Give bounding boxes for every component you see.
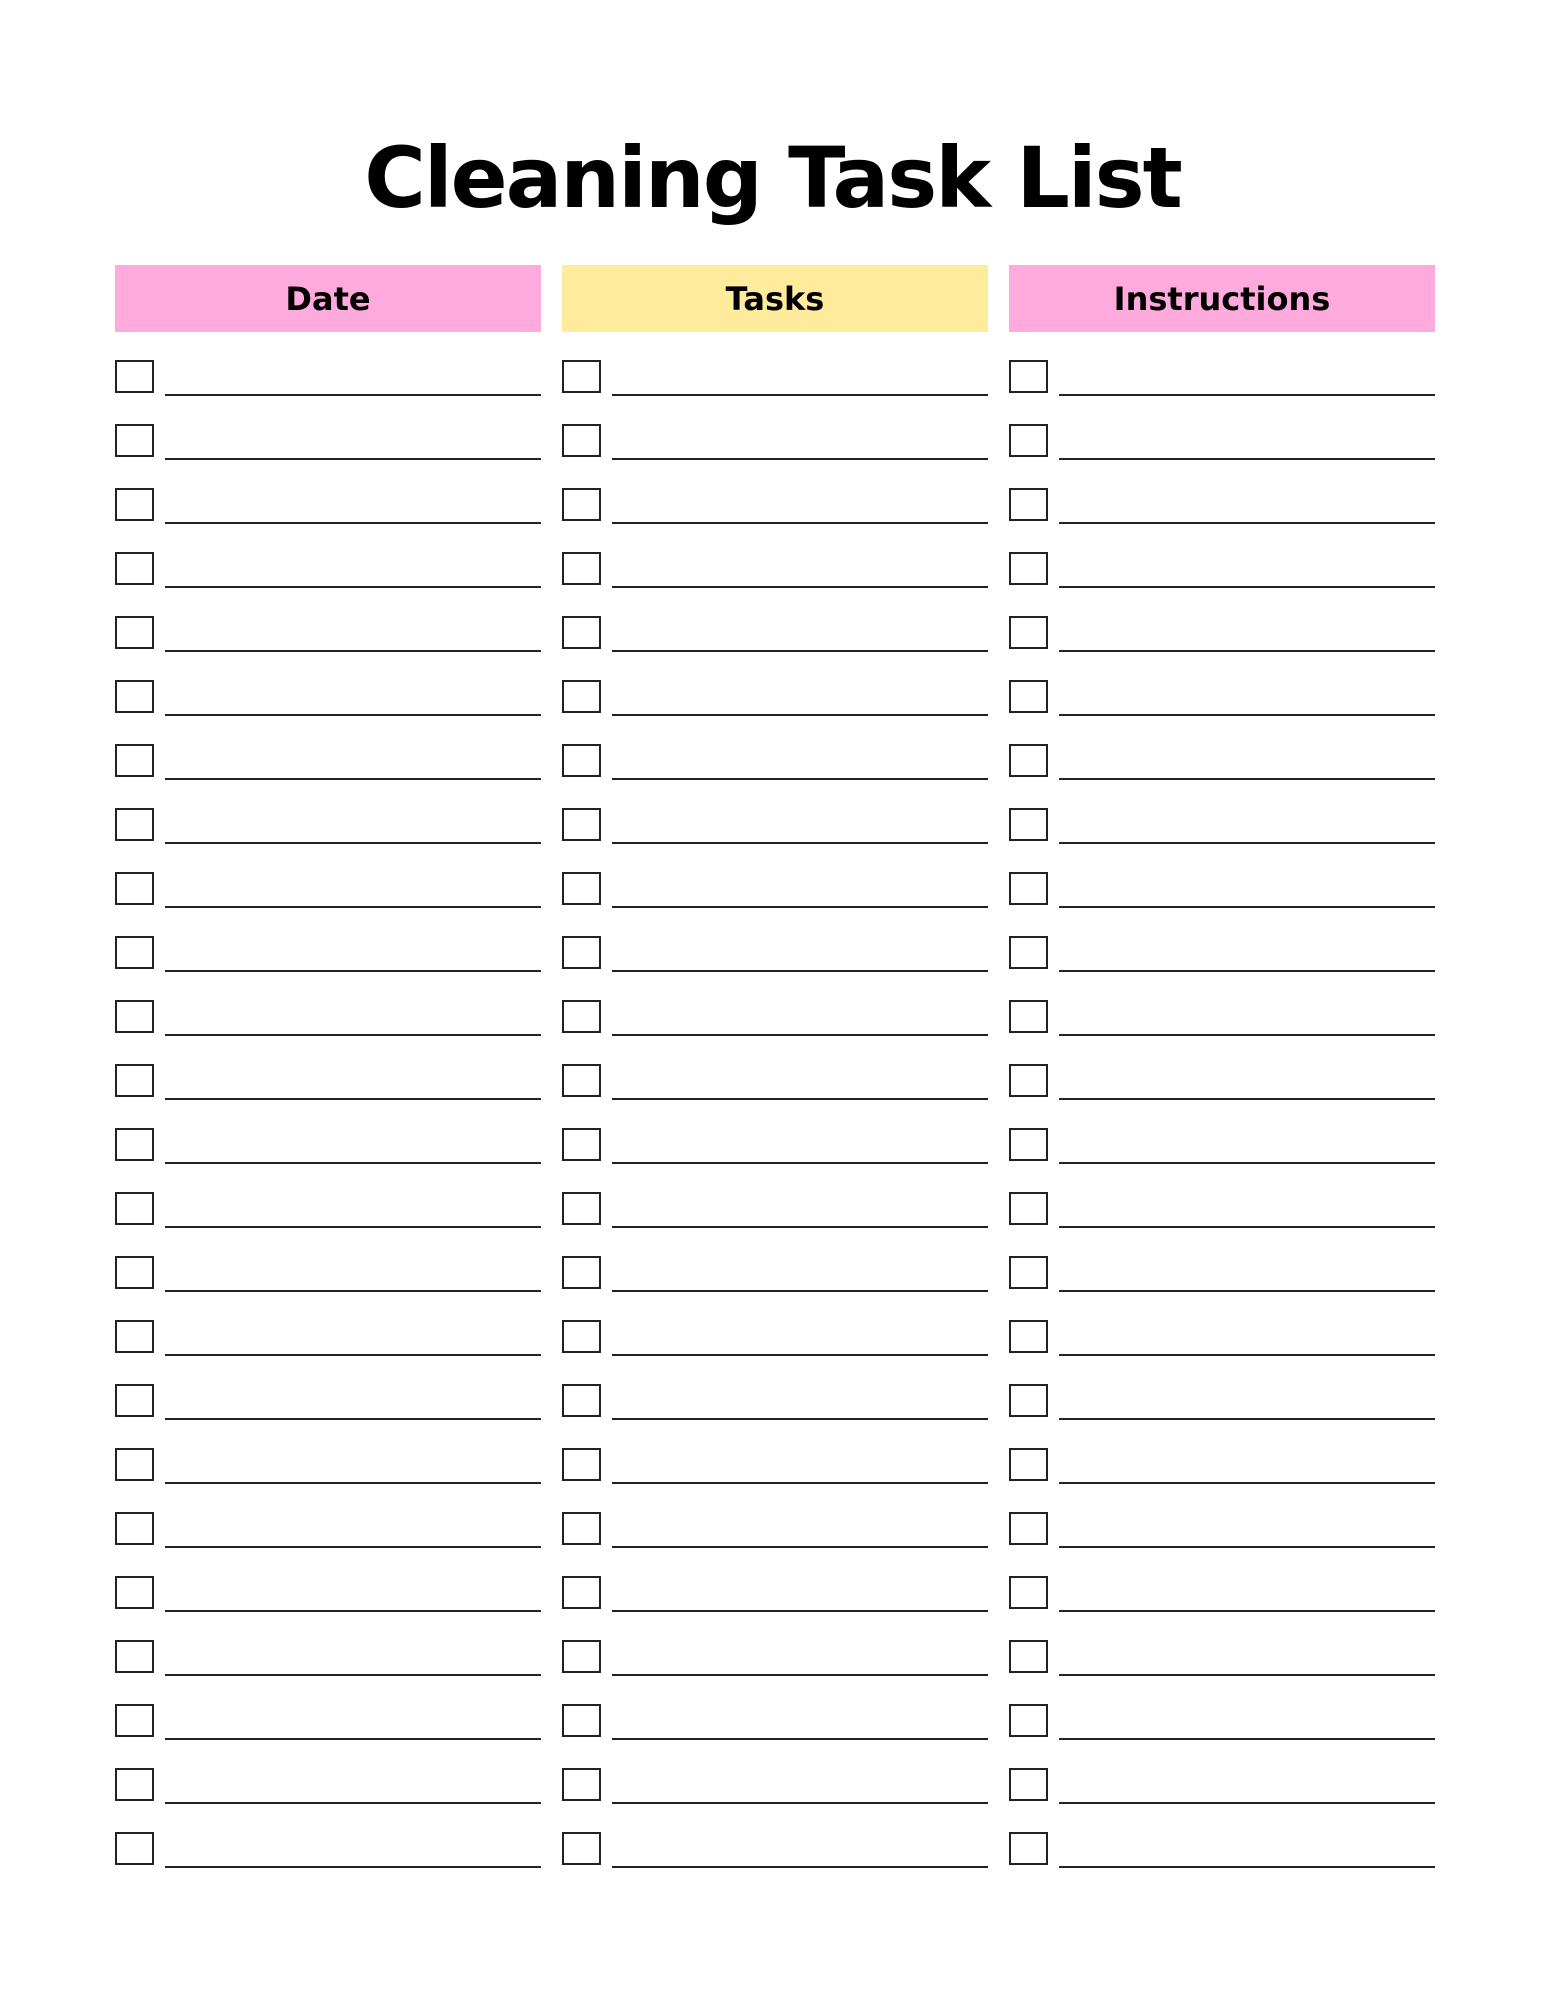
column-date bbox=[115, 265, 541, 332]
date-rows bbox=[115, 360, 541, 1896]
date-write-line[interactable] bbox=[165, 1866, 541, 1868]
date-row bbox=[115, 1448, 541, 1512]
date-checkbox[interactable] bbox=[115, 1448, 154, 1481]
instructions-write-line[interactable] bbox=[1059, 1354, 1435, 1356]
instructions-write-line[interactable] bbox=[1059, 970, 1435, 972]
instructions-write-line[interactable] bbox=[1059, 1098, 1435, 1100]
tasks-checkbox[interactable] bbox=[562, 1512, 601, 1545]
instructions-row bbox=[1009, 1576, 1435, 1640]
date-write-line[interactable] bbox=[165, 1034, 541, 1036]
instructions-write-line[interactable] bbox=[1059, 842, 1435, 844]
date-checkbox[interactable] bbox=[115, 936, 154, 969]
date-checkbox[interactable] bbox=[115, 1256, 154, 1289]
tasks-row bbox=[562, 552, 988, 616]
instructions-write-line[interactable] bbox=[1059, 586, 1435, 588]
date-checkbox[interactable] bbox=[115, 552, 154, 585]
instructions-checkbox[interactable] bbox=[1009, 872, 1048, 905]
tasks-write-line[interactable] bbox=[612, 586, 988, 588]
date-write-line[interactable] bbox=[165, 778, 541, 780]
tasks-checkbox[interactable] bbox=[562, 1640, 601, 1673]
tasks-checkbox[interactable] bbox=[562, 1064, 601, 1097]
tasks-write-line[interactable] bbox=[612, 842, 988, 844]
instructions-checkbox[interactable] bbox=[1009, 360, 1048, 393]
instructions-write-line[interactable] bbox=[1059, 522, 1435, 524]
tasks-row bbox=[562, 1512, 988, 1576]
instructions-row bbox=[1009, 680, 1435, 744]
instructions-checkbox[interactable] bbox=[1009, 1704, 1048, 1737]
tasks-checkbox[interactable] bbox=[562, 552, 601, 585]
date-write-line[interactable] bbox=[165, 714, 541, 716]
instructions-row bbox=[1009, 936, 1435, 1000]
instructions-row bbox=[1009, 616, 1435, 680]
date-write-line[interactable] bbox=[165, 394, 541, 396]
instructions-checkbox[interactable] bbox=[1009, 424, 1048, 457]
instructions-row bbox=[1009, 1320, 1435, 1384]
column-header-label: Instructions bbox=[1113, 279, 1331, 318]
instructions-write-line[interactable] bbox=[1059, 650, 1435, 652]
tasks-row bbox=[562, 744, 988, 808]
date-checkbox[interactable] bbox=[115, 808, 154, 841]
date-row bbox=[115, 1768, 541, 1832]
instructions-rows bbox=[1009, 360, 1435, 1896]
date-write-line[interactable] bbox=[165, 522, 541, 524]
tasks-write-line[interactable] bbox=[612, 1290, 988, 1292]
instructions-checkbox[interactable] bbox=[1009, 1320, 1048, 1353]
date-write-line[interactable] bbox=[165, 1610, 541, 1612]
instructions-row bbox=[1009, 360, 1435, 424]
tasks-row bbox=[562, 1128, 988, 1192]
instructions-checkbox[interactable] bbox=[1009, 808, 1048, 841]
date-checkbox[interactable] bbox=[115, 1512, 154, 1545]
tasks-checkbox[interactable] bbox=[562, 872, 601, 905]
tasks-checkbox[interactable] bbox=[562, 1192, 601, 1225]
instructions-write-line[interactable] bbox=[1059, 394, 1435, 396]
column-header-label: Tasks bbox=[725, 279, 825, 318]
tasks-rows bbox=[562, 360, 988, 1896]
date-checkbox[interactable] bbox=[115, 1704, 154, 1737]
tasks-row bbox=[562, 1320, 988, 1384]
tasks-row bbox=[562, 1832, 988, 1896]
instructions-checkbox[interactable] bbox=[1009, 1576, 1048, 1609]
date-row bbox=[115, 1640, 541, 1704]
tasks-write-line[interactable] bbox=[612, 778, 988, 780]
date-row bbox=[115, 1576, 541, 1640]
instructions-write-line[interactable] bbox=[1059, 1738, 1435, 1740]
tasks-write-line[interactable] bbox=[612, 1802, 988, 1804]
date-checkbox[interactable] bbox=[115, 1768, 154, 1801]
instructions-write-line[interactable] bbox=[1059, 1674, 1435, 1676]
tasks-checkbox[interactable] bbox=[562, 1704, 601, 1737]
tasks-write-line[interactable] bbox=[612, 394, 988, 396]
tasks-row bbox=[562, 808, 988, 872]
tasks-write-line[interactable] bbox=[612, 1226, 988, 1228]
date-row bbox=[115, 1064, 541, 1128]
date-row bbox=[115, 1256, 541, 1320]
tasks-checkbox[interactable] bbox=[562, 1320, 601, 1353]
tasks-checkbox[interactable] bbox=[562, 1128, 601, 1161]
date-write-line[interactable] bbox=[165, 1802, 541, 1804]
tasks-write-line[interactable] bbox=[612, 1354, 988, 1356]
instructions-write-line[interactable] bbox=[1059, 1802, 1435, 1804]
tasks-row bbox=[562, 1704, 988, 1768]
instructions-checkbox[interactable] bbox=[1009, 1128, 1048, 1161]
instructions-write-line[interactable] bbox=[1059, 1034, 1435, 1036]
date-row bbox=[115, 552, 541, 616]
instructions-checkbox[interactable] bbox=[1009, 1512, 1048, 1545]
tasks-row bbox=[562, 1064, 988, 1128]
instructions-checkbox[interactable] bbox=[1009, 680, 1048, 713]
date-write-line[interactable] bbox=[165, 1418, 541, 1420]
instructions-row bbox=[1009, 1512, 1435, 1576]
instructions-row bbox=[1009, 1768, 1435, 1832]
tasks-checkbox[interactable] bbox=[562, 1448, 601, 1481]
date-row bbox=[115, 424, 541, 488]
date-row bbox=[115, 1384, 541, 1448]
instructions-write-line[interactable] bbox=[1059, 1162, 1435, 1164]
tasks-row bbox=[562, 936, 988, 1000]
tasks-checkbox[interactable] bbox=[562, 1768, 601, 1801]
instructions-write-line[interactable] bbox=[1059, 906, 1435, 908]
date-write-line[interactable] bbox=[165, 458, 541, 460]
date-row bbox=[115, 1192, 541, 1256]
date-row bbox=[115, 936, 541, 1000]
tasks-write-line[interactable] bbox=[612, 1866, 988, 1868]
date-write-line[interactable] bbox=[165, 1098, 541, 1100]
date-checkbox[interactable] bbox=[115, 1128, 154, 1161]
instructions-checkbox[interactable] bbox=[1009, 1832, 1048, 1865]
tasks-row bbox=[562, 488, 988, 552]
date-row bbox=[115, 1832, 541, 1896]
tasks-checkbox[interactable] bbox=[562, 1832, 601, 1865]
date-write-line[interactable] bbox=[165, 586, 541, 588]
tasks-row bbox=[562, 872, 988, 936]
date-checkbox[interactable] bbox=[115, 1192, 154, 1225]
instructions-row bbox=[1009, 1256, 1435, 1320]
instructions-checkbox[interactable] bbox=[1009, 1256, 1048, 1289]
column-instructions bbox=[1009, 265, 1435, 332]
tasks-write-line[interactable] bbox=[612, 522, 988, 524]
tasks-write-line[interactable] bbox=[612, 650, 988, 652]
instructions-write-line[interactable] bbox=[1059, 1482, 1435, 1484]
instructions-checkbox[interactable] bbox=[1009, 1448, 1048, 1481]
instructions-row bbox=[1009, 1640, 1435, 1704]
tasks-checkbox[interactable] bbox=[562, 808, 601, 841]
date-row bbox=[115, 1320, 541, 1384]
date-write-line[interactable] bbox=[165, 650, 541, 652]
tasks-write-line[interactable] bbox=[612, 1546, 988, 1548]
instructions-row bbox=[1009, 872, 1435, 936]
tasks-write-line[interactable] bbox=[612, 970, 988, 972]
date-row bbox=[115, 1512, 541, 1576]
instructions-write-line[interactable] bbox=[1059, 1610, 1435, 1612]
tasks-checkbox[interactable] bbox=[562, 744, 601, 777]
instructions-write-line[interactable] bbox=[1059, 1866, 1435, 1868]
instructions-checkbox[interactable] bbox=[1009, 1000, 1048, 1033]
date-checkbox[interactable] bbox=[115, 488, 154, 521]
tasks-checkbox[interactable] bbox=[562, 616, 601, 649]
tasks-row bbox=[562, 1256, 988, 1320]
date-write-line[interactable] bbox=[165, 1226, 541, 1228]
tasks-row bbox=[562, 1384, 988, 1448]
instructions-checkbox[interactable] bbox=[1009, 1064, 1048, 1097]
tasks-row bbox=[562, 1192, 988, 1256]
instructions-write-line[interactable] bbox=[1059, 458, 1435, 460]
tasks-write-line[interactable] bbox=[612, 1482, 988, 1484]
date-checkbox[interactable] bbox=[115, 424, 154, 457]
instructions-row bbox=[1009, 1128, 1435, 1192]
date-checkbox[interactable] bbox=[115, 1576, 154, 1609]
date-checkbox[interactable] bbox=[115, 1640, 154, 1673]
date-write-line[interactable] bbox=[165, 842, 541, 844]
date-checkbox[interactable] bbox=[115, 360, 154, 393]
tasks-write-line[interactable] bbox=[612, 1610, 988, 1612]
date-checkbox[interactable] bbox=[115, 1384, 154, 1417]
tasks-write-line[interactable] bbox=[612, 1034, 988, 1036]
date-checkbox[interactable] bbox=[115, 616, 154, 649]
instructions-checkbox[interactable] bbox=[1009, 616, 1048, 649]
date-row bbox=[115, 1128, 541, 1192]
instructions-write-line[interactable] bbox=[1059, 1226, 1435, 1228]
tasks-checkbox[interactable] bbox=[562, 1256, 601, 1289]
instructions-row bbox=[1009, 1384, 1435, 1448]
column-header-date bbox=[115, 265, 541, 332]
instructions-checkbox[interactable] bbox=[1009, 744, 1048, 777]
instructions-write-line[interactable] bbox=[1059, 778, 1435, 780]
date-row bbox=[115, 1000, 541, 1064]
page-title: Cleaning Task List bbox=[364, 129, 1181, 227]
tasks-row bbox=[562, 1576, 988, 1640]
date-checkbox[interactable] bbox=[115, 1064, 154, 1097]
instructions-row bbox=[1009, 424, 1435, 488]
instructions-checkbox[interactable] bbox=[1009, 1768, 1048, 1801]
tasks-write-line[interactable] bbox=[612, 1738, 988, 1740]
date-checkbox[interactable] bbox=[115, 872, 154, 905]
instructions-checkbox[interactable] bbox=[1009, 1384, 1048, 1417]
date-write-line[interactable] bbox=[165, 970, 541, 972]
instructions-row bbox=[1009, 1064, 1435, 1128]
date-checkbox[interactable] bbox=[115, 744, 154, 777]
instructions-row bbox=[1009, 1448, 1435, 1512]
column-header-instructions bbox=[1009, 265, 1435, 332]
column-tasks bbox=[562, 265, 988, 332]
tasks-checkbox[interactable] bbox=[562, 424, 601, 457]
tasks-write-line[interactable] bbox=[612, 714, 988, 716]
date-row bbox=[115, 616, 541, 680]
instructions-row bbox=[1009, 1000, 1435, 1064]
date-checkbox[interactable] bbox=[115, 1320, 154, 1353]
tasks-row bbox=[562, 616, 988, 680]
instructions-row bbox=[1009, 744, 1435, 808]
column-header-tasks bbox=[562, 265, 988, 332]
instructions-write-line[interactable] bbox=[1059, 714, 1435, 716]
instructions-write-line[interactable] bbox=[1059, 1546, 1435, 1548]
tasks-checkbox[interactable] bbox=[562, 936, 601, 969]
tasks-checkbox[interactable] bbox=[562, 488, 601, 521]
date-checkbox[interactable] bbox=[115, 1832, 154, 1865]
instructions-checkbox[interactable] bbox=[1009, 488, 1048, 521]
instructions-write-line[interactable] bbox=[1059, 1290, 1435, 1292]
instructions-row bbox=[1009, 1192, 1435, 1256]
instructions-row bbox=[1009, 808, 1435, 872]
date-write-line[interactable] bbox=[165, 1482, 541, 1484]
tasks-checkbox[interactable] bbox=[562, 1000, 601, 1033]
date-write-line[interactable] bbox=[165, 1162, 541, 1164]
date-write-line[interactable] bbox=[165, 1674, 541, 1676]
date-row bbox=[115, 1704, 541, 1768]
date-row bbox=[115, 808, 541, 872]
date-checkbox[interactable] bbox=[115, 680, 154, 713]
date-write-line[interactable] bbox=[165, 1738, 541, 1740]
tasks-checkbox[interactable] bbox=[562, 680, 601, 713]
tasks-write-line[interactable] bbox=[612, 906, 988, 908]
date-row bbox=[115, 360, 541, 424]
tasks-row bbox=[562, 1768, 988, 1832]
tasks-row bbox=[562, 424, 988, 488]
tasks-row bbox=[562, 1000, 988, 1064]
tasks-checkbox[interactable] bbox=[562, 1576, 601, 1609]
tasks-write-line[interactable] bbox=[612, 458, 988, 460]
instructions-row bbox=[1009, 1704, 1435, 1768]
date-row bbox=[115, 744, 541, 808]
tasks-checkbox[interactable] bbox=[562, 1384, 601, 1417]
date-row bbox=[115, 872, 541, 936]
instructions-row bbox=[1009, 1832, 1435, 1896]
tasks-row bbox=[562, 680, 988, 744]
tasks-checkbox[interactable] bbox=[562, 360, 601, 393]
instructions-checkbox[interactable] bbox=[1009, 936, 1048, 969]
date-write-line[interactable] bbox=[165, 1546, 541, 1548]
instructions-checkbox[interactable] bbox=[1009, 1640, 1048, 1673]
instructions-checkbox[interactable] bbox=[1009, 1192, 1048, 1225]
date-write-line[interactable] bbox=[165, 1290, 541, 1292]
instructions-row bbox=[1009, 488, 1435, 552]
instructions-write-line[interactable] bbox=[1059, 1418, 1435, 1420]
date-row bbox=[115, 488, 541, 552]
tasks-row bbox=[562, 360, 988, 424]
date-checkbox[interactable] bbox=[115, 1000, 154, 1033]
tasks-row bbox=[562, 1640, 988, 1704]
date-write-line[interactable] bbox=[165, 906, 541, 908]
column-header-label: Date bbox=[285, 279, 371, 318]
tasks-write-line[interactable] bbox=[612, 1098, 988, 1100]
instructions-checkbox[interactable] bbox=[1009, 552, 1048, 585]
date-row bbox=[115, 680, 541, 744]
instructions-row bbox=[1009, 552, 1435, 616]
date-write-line[interactable] bbox=[165, 1354, 541, 1356]
tasks-write-line[interactable] bbox=[612, 1674, 988, 1676]
tasks-write-line[interactable] bbox=[612, 1162, 988, 1164]
tasks-write-line[interactable] bbox=[612, 1418, 988, 1420]
tasks-row bbox=[562, 1448, 988, 1512]
